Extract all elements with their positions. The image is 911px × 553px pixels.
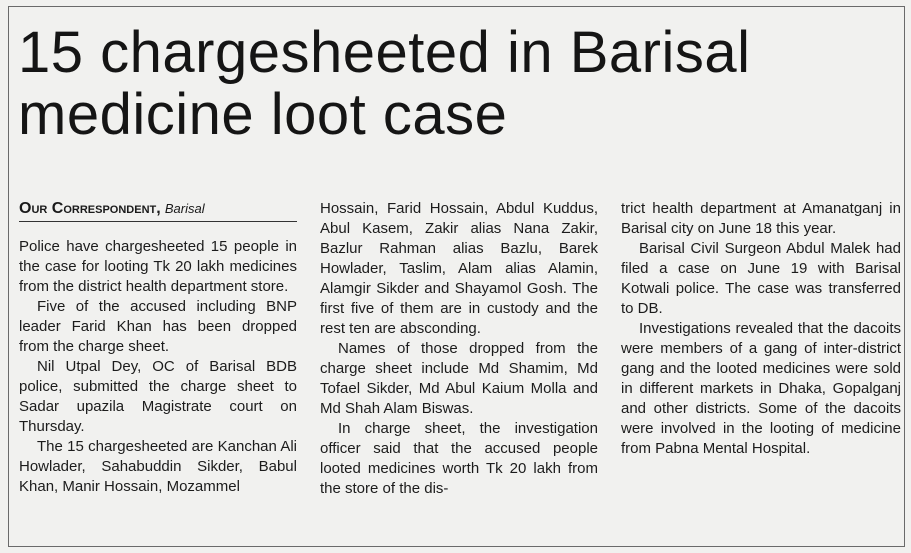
byline-place: Barisal: [164, 201, 205, 216]
paragraph: Names of those dropped from the charge sheet include Md Shamim, Md Tofael Sikder, Md Abul Kaium Molla and Md Shah Alam Biswas.: [320, 340, 598, 417]
paragraph: The 15 chargesheeted are Kanchan Ali Howlader, Sahabuddin Sikder, Babul Khan, Manir Hossain, Mozammel: [19, 438, 297, 495]
paragraph: Nil Utpal Dey, OC of Barisal BDB police, submitted the charge sheet to Sadar upazila Magistrate court on Thursday.: [19, 358, 297, 435]
paragraph: Barisal Civil Surgeon Abdul Malek had filed a case on June 19 with Barisal Kotwali police. The case was transferred to DB.: [621, 240, 901, 317]
right-border-rule: [904, 6, 905, 547]
paragraph: Five of the accused including BNP leader Farid Khan has been dropped from the charge sheet.: [19, 298, 297, 355]
top-border-rule: [8, 6, 905, 7]
paragraph: Police have chargesheeted 15 people in the case for looting Tk 20 lakh medicines from the district health department store.: [19, 238, 297, 295]
article-column-3: [621, 199, 901, 459]
article-column-2: [320, 199, 598, 499]
byline-author: Our Correspondent,: [19, 200, 161, 217]
paragraph: Investigations revealed that the dacoits were members of a gang of inter-district gang and the looted medicines were sold in different markets in Dhaka, Gopalganj and other districts. Some of the dacoits were involved in the looting of medicine from Pabna Mental Hospital.: [621, 320, 901, 457]
paragraph: In charge sheet, the investigation officer said that the accused people looted medicines worth Tk 20 lakh from the store of the dis-: [320, 420, 598, 497]
paragraph: Hossain, Farid Hossain, Abdul Kuddus, Abul Kasem, Zakir alias Nana Zakir, Bazlur Rahman alias Bazlu, Barek Howlader, Taslim, Alam alias Alamin, Alamgir Sikder and Shayamol Gosh. The first five of them are in custody and the rest ten are absconding.: [320, 200, 598, 337]
headline: 15 chargesheeted in Barisal medicine loot case: [18, 20, 751, 147]
byline: [19, 200, 297, 222]
paragraph: trict health department at Amanatganj in Barisal city on June 18 this year.: [621, 200, 901, 237]
bottom-border-rule: [8, 546, 905, 547]
article-column-1: [19, 237, 297, 497]
left-border-rule: [8, 6, 9, 547]
